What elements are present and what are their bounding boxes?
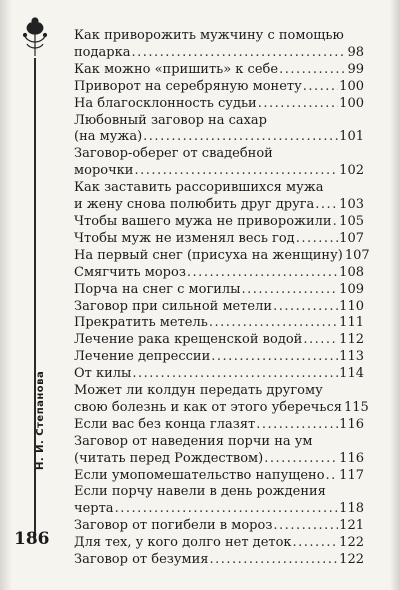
toc-entry-title: Чтобы муж не изменял весь год xyxy=(74,230,295,246)
toc-entry-line xyxy=(74,417,364,434)
toc-entry-page: 116 xyxy=(339,450,364,466)
toc-entry-page: 101 xyxy=(339,129,364,145)
dot-leader xyxy=(131,45,346,62)
table-of-contents xyxy=(74,28,370,569)
toc-entry-line xyxy=(74,282,364,299)
page-number: 186 xyxy=(14,529,50,549)
toc-entry xyxy=(74,231,364,248)
toc-entry-title: свою болезнь и как от этого уберечься xyxy=(74,399,342,415)
toc-entry-page: 105 xyxy=(339,213,364,229)
dot-leader xyxy=(211,349,338,366)
toc-entry-line xyxy=(74,247,370,265)
dot-leader xyxy=(293,535,339,552)
dot-leader xyxy=(273,518,338,535)
toc-entry xyxy=(74,535,364,552)
toc-entry-title: На первый снег (присуха на женщину) xyxy=(74,247,343,263)
toc-entry-page: 110 xyxy=(339,298,364,314)
toc-entry xyxy=(74,113,364,147)
toc-entry-title: На благосклонность судьи xyxy=(74,95,257,111)
toc-entry xyxy=(74,484,364,518)
toc-entry-line xyxy=(74,163,364,180)
running-head-author: Н. И. Степанова xyxy=(35,370,46,470)
toc-entry xyxy=(74,552,364,569)
toc-entry xyxy=(74,299,364,316)
dot-leader xyxy=(134,163,338,180)
toc-entry-title-line: Заговор от наведения порчи на ум xyxy=(74,433,313,449)
toc-entry-title: Лечение депрессии xyxy=(74,349,211,365)
toc-entry xyxy=(74,79,364,96)
toc-entry-title: Заговор от безумия xyxy=(74,552,209,568)
dot-leader xyxy=(187,265,338,282)
toc-entry-line xyxy=(74,79,364,96)
toc-entry-page: 99 xyxy=(347,61,364,77)
dot-leader xyxy=(315,197,338,214)
toc-entry-line xyxy=(74,62,364,79)
toc-entry-page: 100 xyxy=(339,78,364,94)
page-edge-shadow xyxy=(390,0,400,590)
toc-entry xyxy=(74,518,364,535)
toc-entry xyxy=(74,366,364,383)
toc-entry-title: подарка xyxy=(74,44,131,60)
toc-entry xyxy=(74,417,364,434)
toc-entry xyxy=(74,146,364,180)
dot-leader xyxy=(115,501,339,518)
toc-entry-page: 108 xyxy=(339,264,364,280)
toc-entry-title-line: Как приворожить мужчину с помощью xyxy=(74,28,344,43)
dot-leader xyxy=(258,96,338,113)
toc-entry-title: От килы xyxy=(74,366,132,382)
toc-entry-line xyxy=(74,231,364,248)
toc-entry-title: Прекратить метель xyxy=(74,315,208,331)
dot-leader xyxy=(273,299,338,316)
toc-entry-title: Если умопомешательство напущено xyxy=(74,467,325,483)
toc-entry xyxy=(74,62,364,79)
toc-entry-title: Заговор при сильной метели xyxy=(74,298,273,314)
toc-entry-line xyxy=(74,501,364,518)
toc-entry-line xyxy=(74,214,364,231)
dot-leader xyxy=(303,332,338,349)
toc-entry-title-line: Если порчу навели в день рождения xyxy=(74,484,326,500)
toc-entry-page: 107 xyxy=(344,247,370,263)
toc-entry-line xyxy=(74,552,364,569)
dot-leader xyxy=(143,129,338,146)
toc-entry-line xyxy=(74,129,364,146)
toc-entry-line xyxy=(74,535,364,552)
toc-entry-page: 107 xyxy=(339,230,364,246)
toc-entry-page: 100 xyxy=(339,95,364,111)
toc-entry-page: 118 xyxy=(339,501,364,517)
toc-entry-line xyxy=(74,197,364,214)
toc-entry-line xyxy=(74,45,364,62)
toc-entry-title: Для тех, у кого долго нет деток xyxy=(74,535,292,551)
toc-entry-title: Заговор от погибели в мороз xyxy=(74,518,273,534)
dot-leader xyxy=(326,468,339,485)
dot-leader xyxy=(132,366,338,383)
toc-entry-page: 116 xyxy=(339,416,364,432)
toc-entry-title: (читать перед Рождеством) xyxy=(74,450,264,466)
toc-entry-line xyxy=(74,332,364,349)
toc-entry-line xyxy=(74,399,369,417)
toc-entry xyxy=(74,315,364,332)
toc-entry-title: Смягчить мороз xyxy=(74,264,186,280)
toc-entry-line xyxy=(74,468,364,485)
dot-leader xyxy=(242,282,339,299)
toc-entry-line xyxy=(74,349,364,366)
toc-entry xyxy=(74,180,364,214)
toc-entry xyxy=(74,247,370,265)
toc-entry xyxy=(74,214,364,231)
dot-leader xyxy=(264,451,338,468)
toc-entry-title: морочки xyxy=(74,163,134,179)
toc-entry-title: Если вас без конца глазят xyxy=(74,416,256,432)
toc-entry-title-line: Заговор-оберег от свадебной xyxy=(74,146,273,162)
toc-entry-page: 112 xyxy=(339,332,364,348)
dot-leader xyxy=(296,231,338,248)
floral-ornament-icon xyxy=(22,16,48,58)
toc-entry-title-line: Как заставить рассорившихся мужа xyxy=(74,180,324,196)
toc-entry-page: 111 xyxy=(339,315,364,331)
toc-entry-page: 122 xyxy=(339,552,364,568)
toc-entry-page: 121 xyxy=(339,518,364,534)
toc-entry xyxy=(74,468,364,485)
toc-entry-page: 98 xyxy=(347,44,364,60)
toc-entry-title: Приворот на серебряную монету xyxy=(74,78,302,94)
toc-entry-page: 115 xyxy=(343,399,369,415)
toc-entry xyxy=(74,96,364,113)
dot-leader xyxy=(279,62,346,79)
toc-entry xyxy=(74,383,369,417)
toc-entry-line xyxy=(74,366,364,383)
toc-entry-page: 114 xyxy=(339,366,364,382)
toc-entry-page: 109 xyxy=(339,281,364,297)
toc-entry xyxy=(74,434,364,468)
dot-leader xyxy=(209,552,338,569)
toc-entry-title: Чтобы вашего мужа не приворожили xyxy=(74,213,332,229)
dot-leader xyxy=(256,417,338,434)
toc-entry-line xyxy=(74,96,364,113)
toc-entry-title: Порча на снег с могилы xyxy=(74,281,241,297)
toc-entry xyxy=(74,28,364,62)
toc-entry-title-line: Любовный заговор на сахар xyxy=(74,112,268,128)
toc-entry-line xyxy=(74,265,364,282)
toc-entry xyxy=(74,282,364,299)
toc-entry-line xyxy=(74,315,364,332)
toc-entry xyxy=(74,332,364,349)
toc-entry-page: 122 xyxy=(339,535,364,551)
toc-entry-page: 102 xyxy=(339,163,364,179)
dot-leader xyxy=(209,315,338,332)
page-gutter-shadow xyxy=(0,0,12,590)
toc-entry-page: 117 xyxy=(339,467,364,483)
toc-entry xyxy=(74,265,364,282)
toc-entry-line xyxy=(74,451,364,468)
toc-entry-line xyxy=(74,518,364,535)
toc-entry-page: 113 xyxy=(339,349,364,365)
toc-entry-title: Как можно «пришить» к себе xyxy=(74,61,279,77)
dot-leader xyxy=(333,214,339,231)
toc-entry-page: 103 xyxy=(339,197,364,213)
toc-entry-title: черта xyxy=(74,501,114,517)
toc-entry-title: и жену снова полюбить друг друга xyxy=(74,197,315,213)
toc-entry xyxy=(74,349,364,366)
toc-entry-line xyxy=(74,299,364,316)
toc-entry-title-line: Может ли колдун передать другому xyxy=(74,383,323,399)
toc-entry-title: Лечение рака крещенской водой xyxy=(74,332,303,348)
dot-leader xyxy=(303,79,338,96)
toc-entry-title: (на мужа) xyxy=(74,129,143,145)
